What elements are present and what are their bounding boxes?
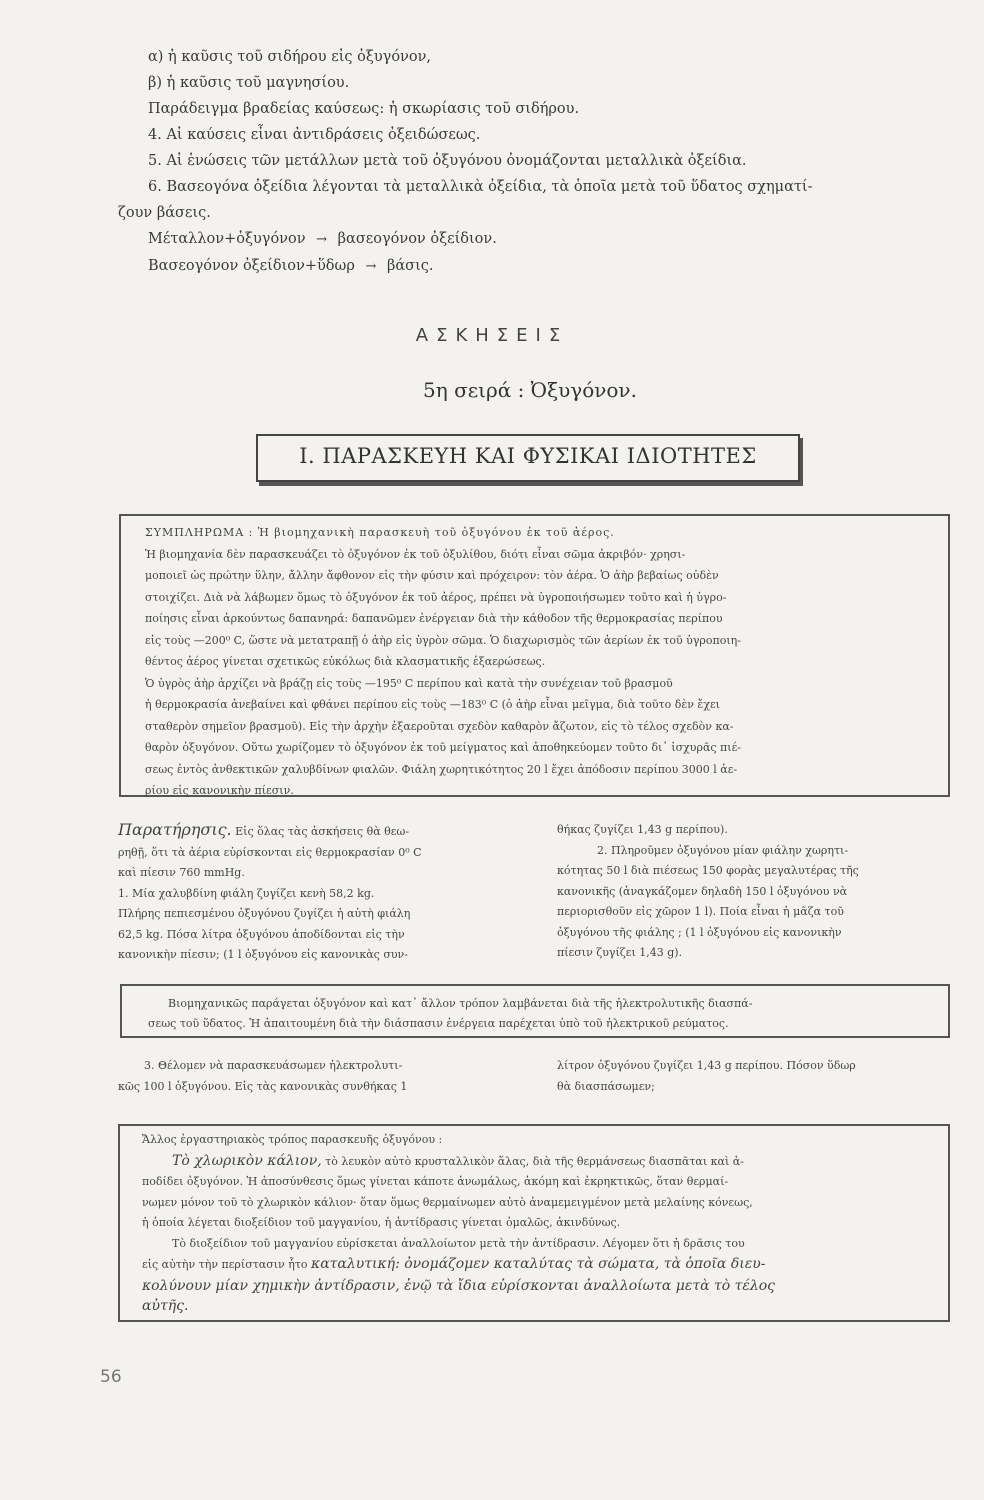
lab-italic: Τὸ χλωρικὸν κάλιον, (172, 1152, 322, 1169)
exercise-3-left (118, 1056, 528, 1097)
lab-line: κολύνουν μίαν χημικὴν ἀντίδρασιν, ἐνῷ τὰ ἴδια εὑρίσκονται ἀναλλοίωτα μετὰ τὸ τέλος (142, 1277, 776, 1294)
exercise-line: λίτρον ὀξυγόνου ζυγίζει 1,43 g περίπου. Πόσον ὕδωρ (557, 1059, 856, 1072)
lab-line: ποδίδει ὀξυγόνον. Ἡ ἀποσύνθεσις ὅμως γίνεται κάποτε ἀνωμάλως, ἀκόμη καὶ ἐκρηκτικῶς, ὅταν θερμαί- (142, 1175, 729, 1188)
lab-text: τὸ λευκὸν αὐτὸ κρυσταλλικὸν ἅλας, διὰ τῆς θερμάνσεως διασπᾶται καὶ ἀ- (321, 1154, 744, 1168)
supplement-line: Ἡ βιομηχανία δὲν παρασκευάζει τὸ ὀξυγόνον ἐκ τοῦ ὀξυλίθου, διότι εἶναι σῶμα ἀκριβόν· χρησι- (145, 547, 686, 561)
lab-line: Τὸ διοξείδιον τοῦ μαγγανίου εὑρίσκεται ἀναλλοίωτον μετὰ τὴν ἀντίδρασιν. Λέγομεν ὅτι ἡ δρᾶσις του (172, 1236, 745, 1250)
formula-1-left: Μέταλλον+ὀξυγόνον (148, 231, 306, 247)
exercise-line: 2. Πληροῦμεν ὀξυγόνου μίαν φιάλην χωρητι- (597, 843, 849, 857)
formula-2-left: Βασεογόνον ὀξείδιον+ὕδωρ (148, 258, 355, 274)
observation-text: Εἰς ὅλας τὰς ἀσκήσεις θὰ θεω- (231, 825, 410, 838)
lab-line (142, 1151, 934, 1173)
supplement-line: ποίησις εἶναι ἀρκούντως δαπανηρά: δαπανῶμεν ἐνέργειαν διὰ τὴν κάθοδον τῆς θερμοκρασίας περίπου (145, 612, 723, 625)
supplement-line: σεως ἐντὸς ἀνθεκτικῶν χαλυβδίνων φιαλῶν. Φιάλη χωρητικότητος 20 l ἔχει ἀπόδοσιν περίπου 3000 l ἀε- (145, 762, 738, 776)
exercise-line: Πλήρης πεπιεσμένου ὀξυγόνου ζυγίζει ἡ αὐτὴ φιάλη (118, 907, 411, 920)
lab-line: ἡ ὁποία λέγεται διοξείδιον τοῦ μαγγανίου, ἡ ἀντίδρασις γίνεται ὁμαλῶς, ἀκινδύνως. (142, 1216, 621, 1229)
line-point-4: 4. Αἱ καύσεις εἶναι ἀντιδράσεις ὀξειδώσεως. (148, 127, 481, 143)
lab-heading: Ἄλλος ἐργαστηριακὸς τρόπος παρασκευῆς ὀξυγόνου : (142, 1133, 443, 1146)
arrow-icon: → (365, 259, 377, 274)
supplement-line: εἰς τοὺς —200⁰ C, ὥστε νὰ μετατραπῇ ὁ ἀὴρ εἰς ὑγρὸν σῶμα. Ὁ διαχωρισμὸς τῶν ἀερίων ἐκ τοῦ ὑγροποιη- (145, 633, 741, 647)
exercise-line: πίεσιν ζυγίζει 1,43 g). (557, 946, 683, 959)
exercises-heading: ΑΣΚΗΣΕΙΣ (415, 325, 569, 346)
line-point-6: 6. Βασεογόνα ὀξείδια λέγονται τὰ μεταλλικὰ ὀξείδια, τὰ ὁποῖα μετὰ τοῦ ὕδατος σχηματί- (148, 179, 813, 195)
lab-line: αὐτῆς. (142, 1298, 189, 1314)
supplement-heading: ΣΥΜΠΛΗΡΩΜΑ : Ἡ βιομηχανικὴ παρασκευὴ τοῦ ὀξυγόνου ἐκ τοῦ ἀέρος. (145, 526, 615, 539)
exercise-3-right (557, 1056, 957, 1097)
exercise-line: 62,5 kg. Πόσα λίτρα ὀξυγόνου ἀποδίδονται εἰς τὴν (118, 927, 405, 941)
exercise-column-right (557, 820, 957, 964)
supplement-line: σταθερὸν σημεῖον βρασμοῦ). Εἰς τὴν ἀρχὴν ἐξαεροῦται σχεδὸν καθαρὸν ἄζωτον, εἰς τὸ τέλος σχεδὸν κα- (145, 719, 734, 733)
exercise-line: περιορισθοῦν εἰς χῶρον 1 l). Ποία εἶναι ἡ μᾶζα τοῦ (557, 905, 844, 918)
section-title: I. ΠΑΡΑΣΚΕΥΗ ΚΑΙ ΦΥΣΙΚΑΙ ΙΔΙΟΤΗΤΕΣ (299, 444, 757, 468)
lab-line: νωμεν μόνον τοῦ τὸ χλωρικὸν κάλιον· ὅταν ὅμως θερμαίνωμεν αὐτὸ ἀναμεμειγμένον μετὰ μελαίνης κόνεως, (142, 1195, 753, 1209)
supplement-box (119, 514, 950, 797)
exercise-line: κανονικὴν πίεσιν; (1 l ὀξυγόνου εἰς κανονικὰς συν- (118, 948, 408, 961)
page-number: 56 (100, 1367, 122, 1387)
exercise-line: κότητας 50 l διὰ πιέσεως 150 φορὰς μεγαλυτέρας τῆς (557, 864, 859, 877)
arrow-icon: → (316, 232, 328, 247)
exercise-line: 1. Μία χαλυβδίνη φιάλη ζυγίζει κενὴ 58,2 kg. (118, 886, 375, 900)
line-beta: β) ἡ καῦσις τοῦ μαγνησίου. (148, 75, 350, 91)
exercise-line: καὶ πίεσιν 760 mmHg. (118, 866, 245, 879)
lab-text: εἰς αὐτὴν τὴν περίστασιν ἦτο (142, 1258, 312, 1271)
section-title-box (256, 434, 800, 482)
exercise-line: κῶς 100 l ὀξυγόνου. Εἰς τὰς κανονικὰς συνθήκας 1 (118, 1079, 408, 1093)
exercise-column-left (118, 820, 528, 966)
line-point-5: 5. Αἱ ἑνώσεις τῶν μετάλλων μετὰ τοῦ ὀξυγόνου ὀνομάζονται μεταλλικὰ ὀξείδια. (148, 153, 747, 169)
supplement-line: στοιχίζει. Διὰ νὰ λάβωμεν ὅμως τὸ ὀξυγόνον ἐκ τοῦ ἀέρος, πρέπει νὰ ὑγροποιήσωμεν τοῦτο καὶ ἡ ὑγρο- (145, 590, 727, 604)
intro-text-block (118, 44, 848, 280)
lab-line (142, 1254, 934, 1276)
exercise-line: ὀξυγόνου τῆς φιάλης ; (1 l ὀξυγόνου εἰς κανονικὴν (557, 925, 842, 939)
supplement-line: ἡ θερμοκρασία ἀνεβαίνει καὶ φθάνει περίπου εἰς τοὺς —183⁰ C (ὁ ἀὴρ εἶναι μεῖγμα, διὰ τοῦτο δὲν ἔχει (145, 698, 720, 711)
electrolysis-box (120, 984, 950, 1038)
exercise-line: θήκας ζυγίζει 1,43 g περίπου). (557, 823, 728, 836)
formula-1 (148, 226, 848, 253)
observation-label: Παρατήρησις. (118, 820, 232, 839)
supplement-line: θαρὸν ὀξυγόνον. Οὕτω χωρίζομεν τὸ ὀξυγόνον ἐκ τοῦ μείγματος καὶ ἀποθηκεύομεν τοῦτο δι᾽ ἰσχυρᾶς πιέ- (145, 741, 742, 754)
formula-1-right: βασεογόνον ὀξείδιον. (337, 231, 497, 247)
formula-2-right: βάσις. (387, 258, 434, 274)
supplement-line: θέντος ἀέρος γίνεται σχετικῶς εὐκόλως διὰ κλασματικῆς ἐξαερώσεως. (145, 655, 546, 668)
exercise-line: ρηθῇ, ὅτι τὰ ἀέρια εὑρίσκονται εἰς θερμοκρασίαν 0⁰ C (118, 845, 422, 859)
exercise-line: κανονικῆς (ἀναγκάζομεν δηλαδὴ 150 l ὀξυγόνου νὰ (557, 884, 848, 898)
electrolysis-line: Βιομηχανικῶς παράγεται ὀξυγόνον καὶ κατ᾽ ἄλλον τρόπον λαμβάνεται διὰ τῆς ἠλεκτρολυτικῆς διασπά- (168, 997, 753, 1010)
exercise-line: 3. Θέλομεν νὰ παρασκευάσωμεν ἠλεκτρολυτι- (144, 1059, 403, 1072)
line-example: Παράδειγμα βραδείας καύσεως: ἡ σκωρίασις τοῦ σιδήρου. (148, 101, 580, 117)
observation-line (118, 820, 528, 843)
exercise-line: θὰ διασπάσωμεν; (557, 1079, 655, 1093)
line-point-6-cont: ζουν βάσεις. (118, 205, 211, 221)
lab-italic: καταλυτική: ὀνομάζομεν καταλύτας τὰ σώματα, τὰ ὁποῖα διευ- (311, 1256, 766, 1272)
line-alpha: α) ἡ καῦσις τοῦ σιδήρου εἰς ὀξυγόνον, (148, 49, 432, 65)
supplement-line: μοποιεῖ ὡς πρώτην ὕλην, ἄλλην ἄφθονον εἰς τὴν φύσιν καὶ πρόχειρον: τὸν ἀέρα. Ὁ ἀὴρ βεβαίως οὐδὲν (145, 569, 719, 582)
lab-method-box (118, 1124, 950, 1322)
supplement-line: Ὁ ὑγρὸς ἀὴρ ἀρχίζει νὰ βράζῃ εἰς τοὺς —195⁰ C περίπου καὶ κατὰ τὴν συνέχειαν τοῦ βρασμοῦ (145, 676, 673, 690)
series-heading: 5η σειρά : Ὀξυγόνον. (423, 378, 637, 402)
supplement-line: ρίου εἰς κανονικὴν πίεσιν. (145, 784, 294, 797)
electrolysis-line: σεως τοῦ ὕδατος. Ἡ ἀπαιτουμένη διὰ τὴν διάσπασιν ἐνέργεια παρέχεται ὑπὸ τοῦ ἠλεκτρικοῦ ρεύματος. (148, 1017, 729, 1030)
formula-2 (148, 253, 848, 280)
